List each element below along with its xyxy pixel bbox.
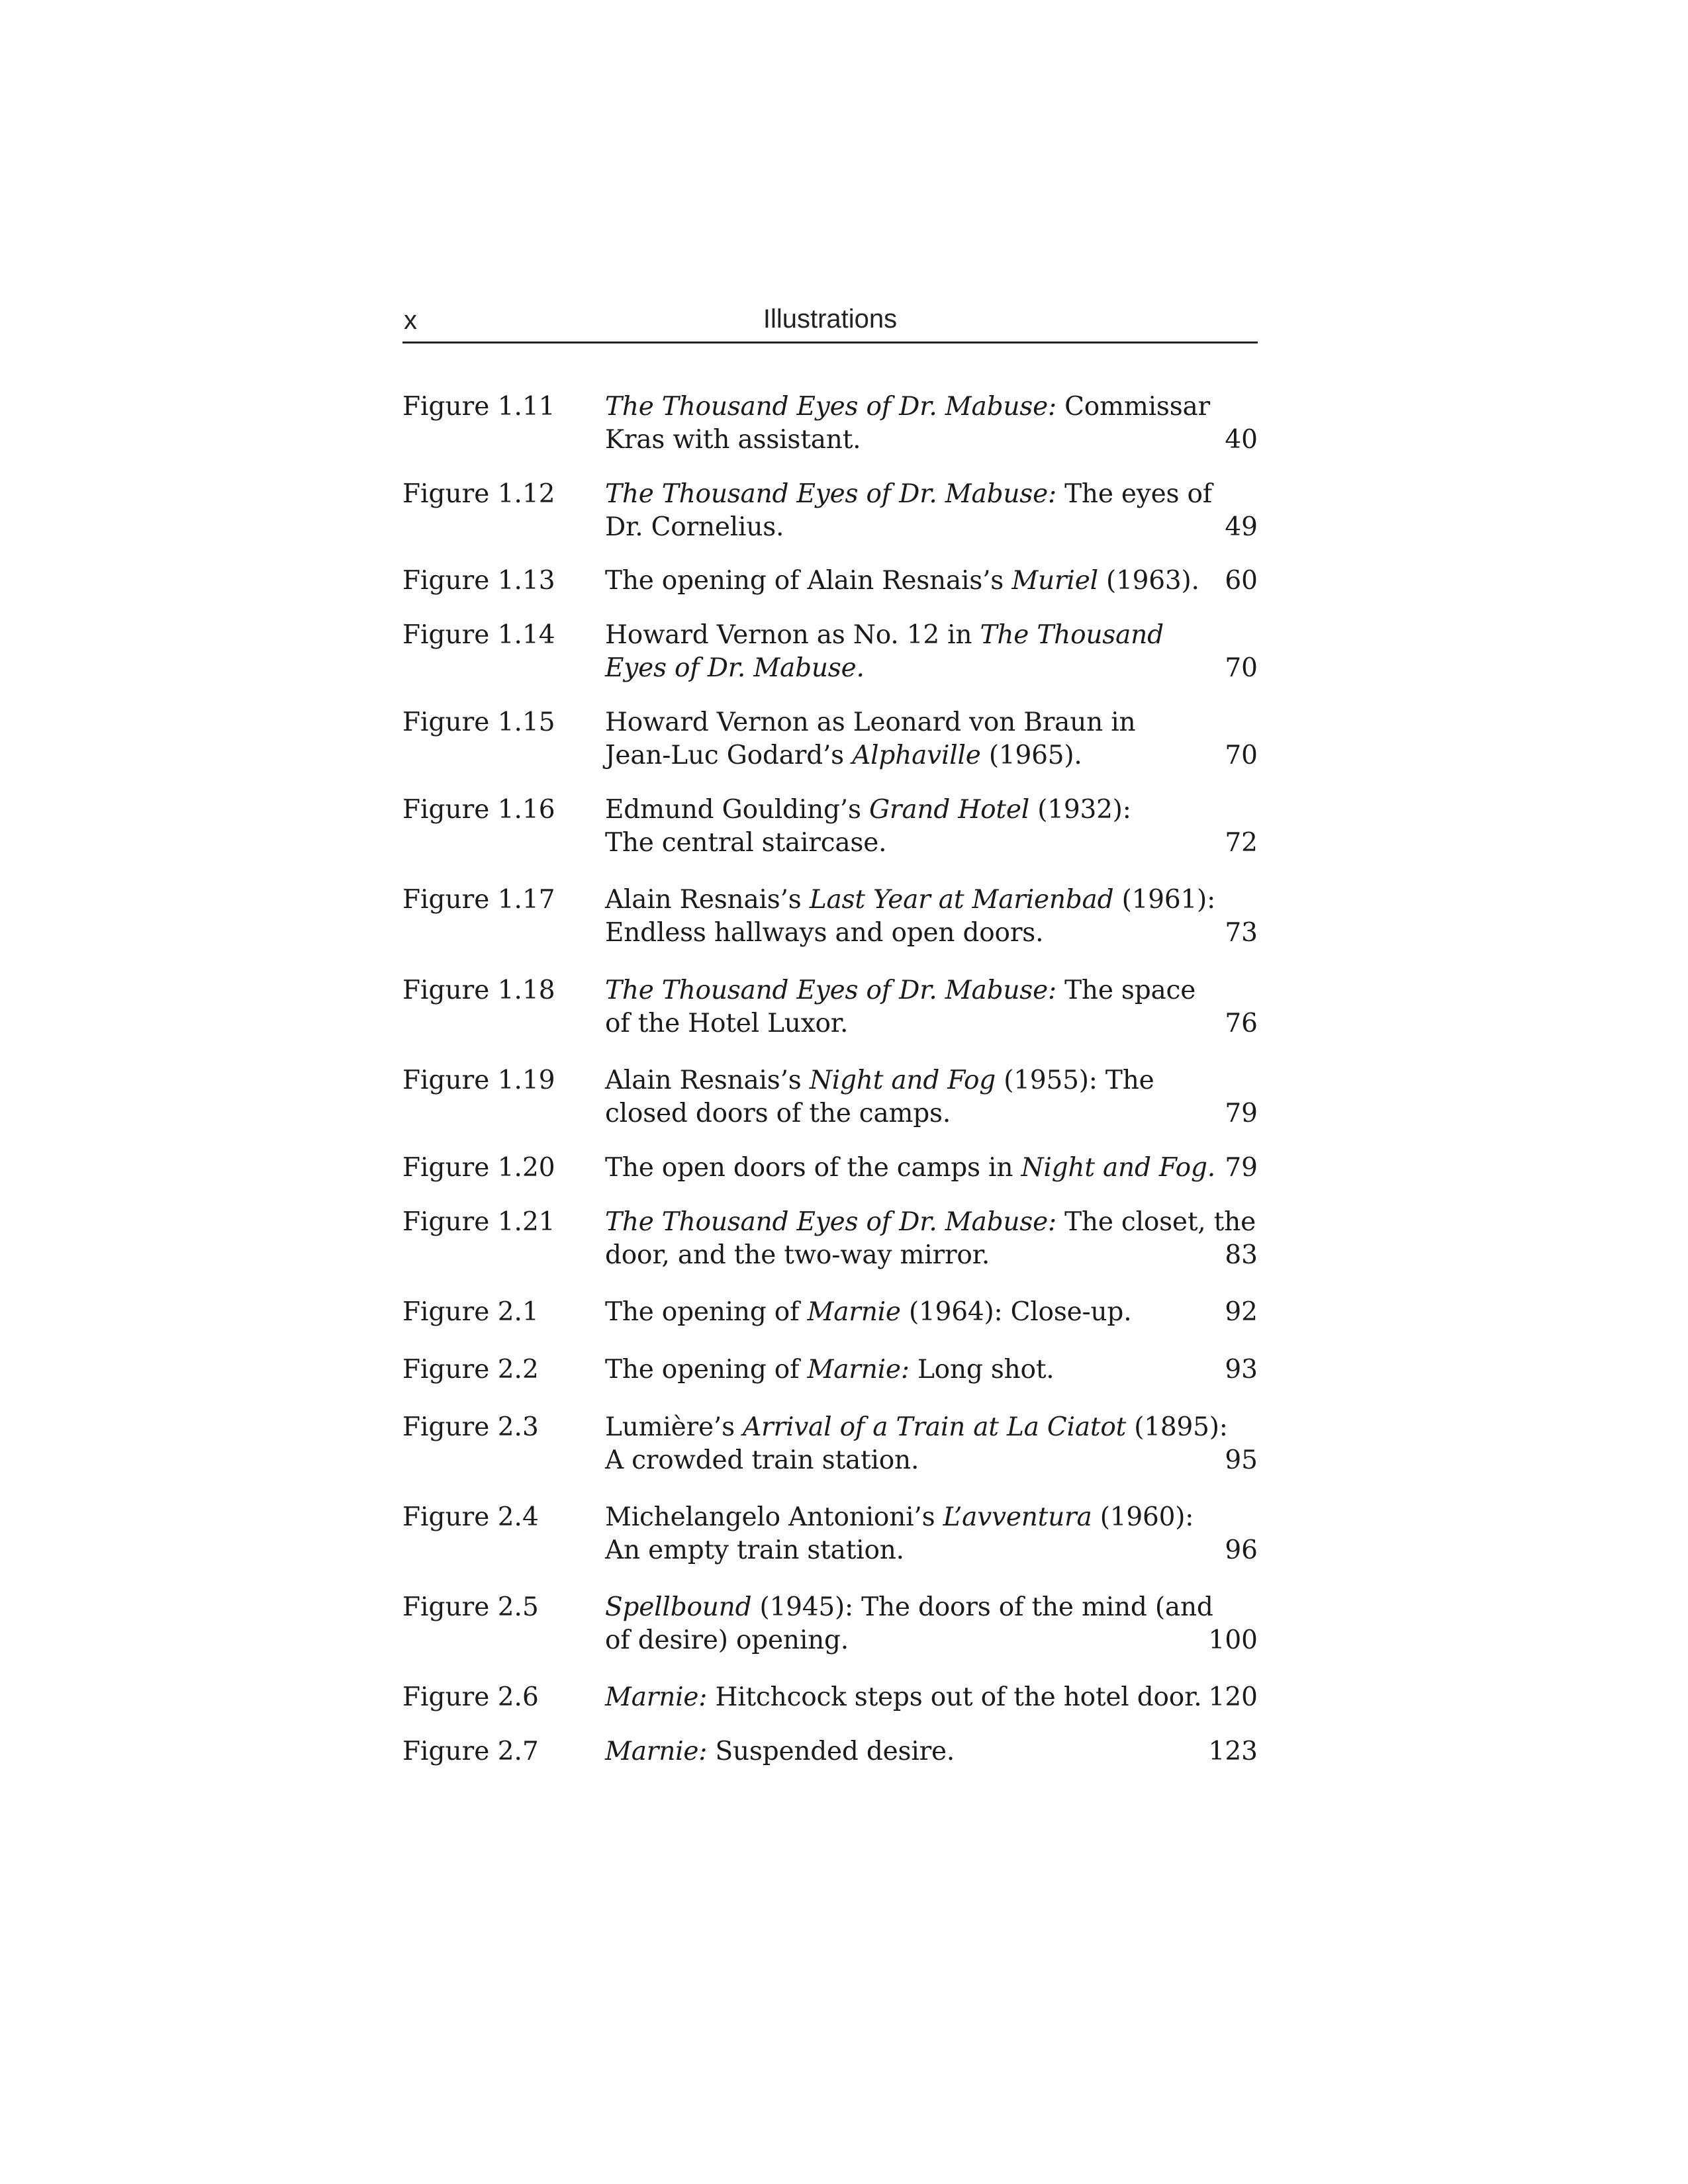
page-number: 120	[1208, 1682, 1258, 1712]
figure-label: Figure 1.15	[402, 707, 555, 737]
caption-text: Alain Resnais’s	[605, 885, 810, 915]
film-title: Marnie:	[605, 1737, 708, 1766]
caption-text: Lumière’s	[605, 1412, 743, 1442]
caption-line	[605, 1501, 1346, 1534]
figure-label: Figure 2.1	[402, 1297, 539, 1327]
film-title: The Thousand Eyes of Dr. Mabuse:	[605, 392, 1056, 422]
caption-line	[605, 1411, 1346, 1444]
film-title: Eyes of Dr. Mabuse.	[605, 653, 865, 683]
caption-text: A crowded train station.	[605, 1445, 919, 1475]
film-title: Marnie	[807, 1297, 901, 1327]
caption-text: Howard Vernon as No. 12 in	[605, 620, 980, 650]
caption-text: Long shot.	[909, 1355, 1055, 1385]
page-number: 79	[1225, 1153, 1258, 1183]
caption-line	[605, 1064, 1346, 1097]
illustration-entry	[402, 1411, 1258, 1477]
figure-label: Figure 2.7	[402, 1737, 539, 1766]
film-title: The Thousand Eyes of Dr. Mabuse:	[605, 976, 1056, 1005]
caption-text: The central staircase.	[605, 828, 887, 858]
film-title: Night and Fog	[809, 1066, 996, 1095]
caption-text: Michelangelo Antonioni’s	[605, 1502, 943, 1532]
figure-label: Figure 2.4	[402, 1502, 539, 1532]
caption-text: (1955): The	[996, 1066, 1154, 1095]
caption-text: The opening of	[605, 1297, 808, 1327]
film-title: Marnie:	[807, 1355, 910, 1385]
page-number: 40	[1225, 425, 1258, 455]
caption-text: (1960):	[1092, 1502, 1194, 1532]
figure-label: Figure 1.12	[402, 479, 555, 509]
caption-text: Alain Resnais’s	[605, 1066, 810, 1095]
caption-text: Howard Vernon as Leonard von Braun in	[605, 707, 1136, 737]
figure-label: Figure 1.13	[402, 566, 555, 596]
page-number: 95	[1225, 1445, 1258, 1475]
page-number: 60	[1225, 566, 1258, 596]
caption-line	[605, 706, 1346, 739]
page-number: 76	[1225, 1009, 1258, 1038]
illustration-entry	[402, 1353, 1258, 1387]
caption-text: Commissar	[1056, 392, 1210, 422]
page-number: 83	[1225, 1240, 1258, 1270]
illustration-entry	[402, 794, 1258, 860]
caption-line	[605, 390, 1346, 424]
figure-label: Figure 1.17	[402, 885, 555, 915]
running-head-title: Illustrations	[763, 304, 898, 334]
illustration-entry	[402, 1501, 1258, 1567]
caption-text: Suspended desire.	[707, 1737, 955, 1766]
caption-line	[605, 794, 1346, 827]
caption-text: (1964): Close-up.	[900, 1297, 1132, 1327]
caption-text: The space	[1056, 976, 1196, 1005]
caption-text: Edmund Goulding’s	[605, 795, 869, 825]
caption-text: of desire) opening.	[605, 1625, 849, 1655]
caption-line	[605, 619, 1346, 652]
caption-text: The opening of	[605, 1355, 808, 1385]
caption-text: The open doors of the camps in	[605, 1153, 1021, 1183]
figure-label: Figure 1.19	[402, 1066, 555, 1095]
page-number: 70	[1225, 653, 1258, 683]
film-title: The Thousand	[980, 620, 1164, 650]
illustration-entry	[402, 390, 1258, 457]
illustration-entry	[402, 1152, 1258, 1185]
caption-text: (1932):	[1029, 795, 1131, 825]
running-head	[402, 304, 1258, 343]
film-title: Muriel	[1011, 566, 1098, 596]
caption-text: Hitchcock steps out of the hotel door.	[707, 1682, 1202, 1712]
illustration-entry	[402, 884, 1258, 950]
caption-text: (1945): The doors of the mind (and	[751, 1592, 1213, 1622]
page-number: 123	[1208, 1737, 1258, 1766]
illustration-entry	[402, 1681, 1258, 1714]
caption-text: (1965).	[980, 741, 1082, 770]
page-number: 92	[1225, 1297, 1258, 1327]
caption-line	[605, 478, 1346, 511]
film-title: L’avventura	[943, 1502, 1092, 1532]
illustration-entry	[402, 478, 1258, 544]
film-title: Spellbound	[605, 1592, 752, 1622]
figure-label: Figure 1.21	[402, 1207, 555, 1237]
figure-label: Figure 1.16	[402, 795, 555, 825]
caption-text: Jean-Luc Godard’s	[605, 741, 853, 770]
caption-text: Dr. Cornelius.	[605, 512, 784, 542]
caption-text: Kras with assistant.	[605, 425, 861, 455]
caption-text: The eyes of	[1056, 479, 1213, 509]
page-number: 70	[1225, 741, 1258, 770]
illustration-entry	[402, 1735, 1258, 1768]
caption-text: closed doors of the camps.	[605, 1099, 951, 1128]
illustration-entry	[402, 1064, 1258, 1130]
figure-label: Figure 1.18	[402, 976, 555, 1005]
illustration-entry	[402, 974, 1258, 1040]
film-title: Alphaville	[852, 741, 981, 770]
page-number: 79	[1225, 1099, 1258, 1128]
film-title: Grand Hotel	[868, 795, 1030, 825]
page-number: 49	[1225, 512, 1258, 542]
caption-text: (1961):	[1113, 885, 1216, 915]
page-folio: x	[404, 306, 417, 335]
figure-label: Figure 2.2	[402, 1355, 539, 1385]
figure-label: Figure 2.3	[402, 1412, 539, 1442]
film-title: The Thousand Eyes of Dr. Mabuse:	[605, 1207, 1056, 1237]
page-number: 93	[1225, 1355, 1258, 1385]
illustration-entry	[402, 706, 1258, 772]
caption-text: Endless hallways and open doors.	[605, 918, 1044, 948]
illustration-entry	[402, 1591, 1258, 1657]
illustration-entry	[402, 1206, 1258, 1272]
film-title: Night and Fog.	[1021, 1153, 1215, 1183]
film-title: Marnie:	[605, 1682, 708, 1712]
figure-label: Figure 2.6	[402, 1682, 539, 1712]
caption-text: of the Hotel Luxor.	[605, 1009, 849, 1038]
film-title: Last Year at Marienbad	[809, 885, 1114, 915]
caption-line	[605, 974, 1346, 1007]
figure-label: Figure 1.14	[402, 620, 555, 650]
page-number: 73	[1225, 918, 1258, 948]
caption-line	[605, 884, 1346, 917]
film-title: Arrival of a Train at La Ciatot	[743, 1412, 1127, 1442]
page-number: 100	[1208, 1625, 1258, 1655]
page-number: 96	[1225, 1535, 1258, 1565]
figure-label: Figure 1.20	[402, 1153, 555, 1183]
film-title: The Thousand Eyes of Dr. Mabuse:	[605, 479, 1056, 509]
caption-line	[605, 1591, 1346, 1624]
figure-label: Figure 2.5	[402, 1592, 539, 1622]
caption-text: (1963).	[1098, 566, 1199, 596]
illustration-entry	[402, 619, 1258, 685]
caption-text: door, and the two-way mirror.	[605, 1240, 990, 1270]
figure-label: Figure 1.11	[402, 392, 555, 422]
caption-text: An empty train station.	[605, 1535, 904, 1565]
caption-text: The closet, the	[1056, 1207, 1256, 1237]
caption-text: (1895):	[1126, 1412, 1228, 1442]
illustration-entry	[402, 1296, 1258, 1329]
caption-line	[605, 1206, 1346, 1239]
illustration-entry	[402, 565, 1258, 598]
page-number: 72	[1225, 828, 1258, 858]
caption-text: The opening of Alain Resnais’s	[605, 566, 1012, 596]
